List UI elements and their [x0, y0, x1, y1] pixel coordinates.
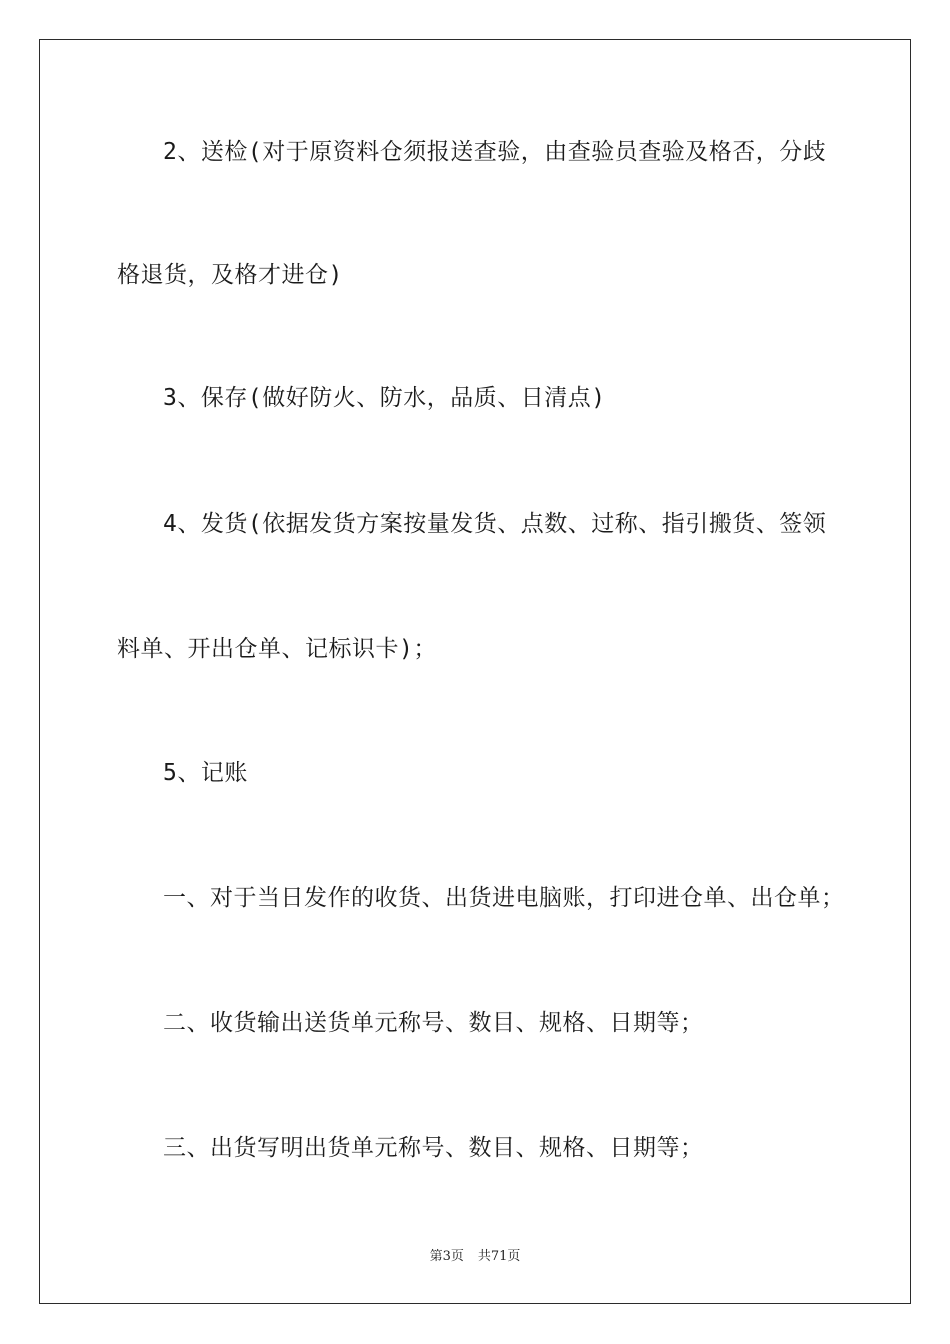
page-border: [39, 39, 911, 1304]
total-pages: 共71页: [477, 1249, 521, 1264]
paragraph-line: 三、出货写明出货单元称号、数目、规格、日期等；: [163, 1135, 704, 1161]
paragraph-line: 料单、开出仓单、记标识卡)；: [117, 636, 437, 662]
paragraph-line: 4、发货(依据发货方案按量发货、点数、过称、指引搬货、签领: [163, 511, 827, 537]
page-number: 第3页: [429, 1249, 464, 1264]
paragraph-line: 2、送检(对于原资料仓须报送查验，由查验员查验及格否，分歧: [163, 139, 827, 165]
paragraph-line: 5、记账: [163, 760, 248, 786]
paragraph-line: 3、保存(做好防火、防水，品质、日清点): [163, 385, 606, 411]
paragraph-line: 格退货，及格才进仓): [117, 262, 343, 288]
paragraph-line: 一、对于当日发作的收货、出货进电脑账，打印进仓单、出仓单；: [163, 885, 845, 911]
paragraph-line: 二、收货输出送货单元称号、数目、规格、日期等；: [163, 1010, 704, 1036]
page-footer: [0, 1245, 950, 1264]
